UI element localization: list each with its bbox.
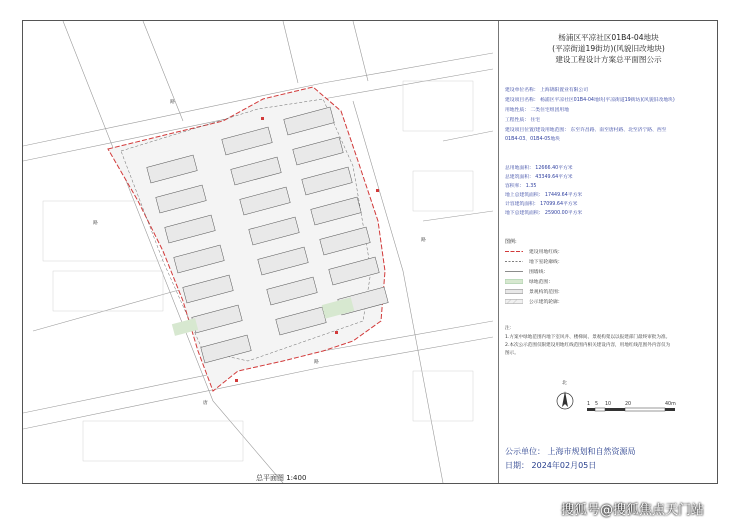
road-label-south-1: 唐 [203, 401, 208, 406]
scale-label: 10 [605, 402, 612, 407]
note-line: 图示。 [505, 351, 519, 356]
stat-underground-area: 地下总建筑面积： 25900.00平方米 [505, 211, 583, 216]
info-panel [498, 21, 718, 483]
title-line-3: 建设工程设计方案总平面图公示 [555, 55, 662, 64]
notice-unit: 公示单位： 上海市规划和自然资源局 [505, 447, 636, 456]
legend-label: 围墙线： [529, 270, 549, 275]
site-plan [23, 21, 493, 483]
plan-title: 总平面图 1:400 [256, 474, 307, 482]
watermark: 搜狐号@搜狐焦点天门站 [561, 503, 705, 518]
scale-label: 20 [625, 402, 632, 407]
legend-item [505, 257, 563, 266]
stat-above-ground-area: 地上总建筑面积： 17449.64平方米 [505, 193, 583, 198]
stat-site-area: 总用地面积： 12666.40平方米 [505, 166, 573, 171]
north-label: 北 [562, 381, 567, 386]
legend-item [505, 267, 548, 276]
note-line: 1.方案中绿地范围内地下室风井、楼梯间、景观构架以以报建部门最终审批为准。 [505, 335, 671, 340]
stat-total-floor-area: 总建筑面积： 43349.64平方米 [505, 175, 573, 180]
notes-heading: 注： [505, 326, 515, 331]
notice-date: 日期： 2024年02月05日 [505, 461, 597, 470]
info-type: 工程性质： 住宅 [505, 118, 541, 123]
scale-label: 40m [665, 402, 676, 407]
title-line-1: 杨浦区平凉社区01B4-04地块 [558, 33, 659, 42]
info-unit: 建设单位名称： 上海锦阳置业有限公司 [505, 88, 589, 93]
legend-item [505, 247, 563, 256]
note-line: 2.本次公示范围仅限建设用地红线范围内相关建设内容，用地红线范围外内容仅为 [505, 343, 671, 348]
info-location-2: 01B4-03、01B4-05地块 [505, 137, 560, 142]
road-label-west: 路 [93, 221, 98, 226]
stat-far-area: 计容建筑面积： 17099.64平方米 [505, 202, 578, 207]
title-line-2: (平凉街道19街坊)(风貌旧改地块) [552, 44, 665, 53]
scale-label: 5 [595, 402, 599, 407]
legend-item [505, 277, 553, 286]
legend-heading: 图例: [505, 239, 517, 245]
legend-item [505, 297, 563, 306]
info-land-use: 用地性质： 二类住宅组团用地 [505, 108, 569, 113]
legend-label: 景观构筑范围： [529, 290, 563, 295]
road-label-north: 路 [170, 100, 175, 105]
info-location-1: 建设项目位置/建设用地范围： 东至许昌路、南至唐村路、北至济宁路、西至 [505, 128, 667, 133]
road-label-east: 路 [421, 238, 426, 243]
info-project: 建设项目名称： 杨浦区平凉社区01B4-04地块(平凉街道19街坊)(风貌旧改地块) [505, 98, 675, 103]
road-label-south-2: 路 [314, 360, 319, 365]
drawing-sheet [22, 20, 718, 484]
legend-label: 公示建筑轮廓： [529, 300, 563, 305]
legend-label: 绿地范围： [529, 280, 553, 285]
legend-label: 地下室轮廓线： [529, 260, 563, 265]
scale-label: 1 [587, 402, 591, 407]
scale-bar [587, 398, 707, 418]
legend-item [505, 287, 563, 296]
stat-far: 容积率： 1.35 [505, 184, 537, 189]
legend-label: 建设用地红线： [529, 250, 563, 255]
site-plan-drawing [23, 21, 493, 483]
